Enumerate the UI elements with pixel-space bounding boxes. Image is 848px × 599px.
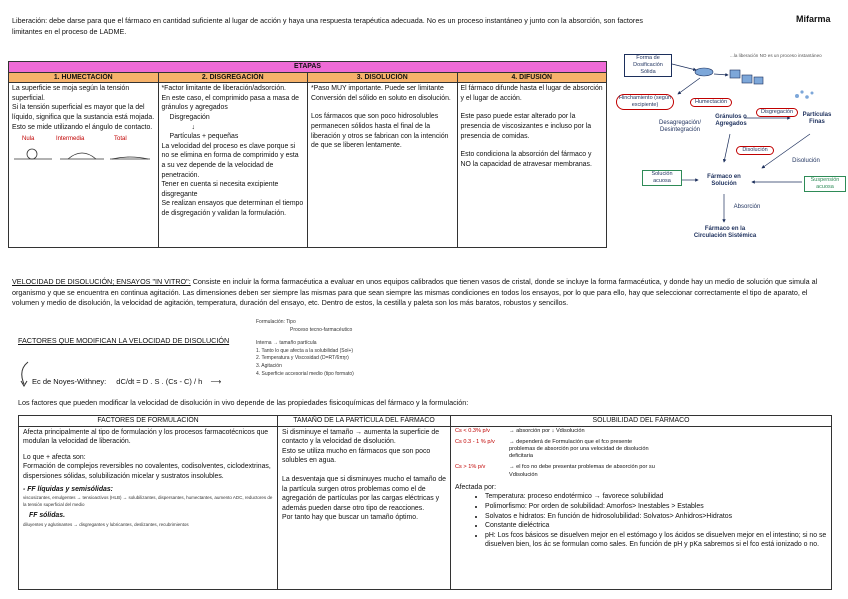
list-item: • Temperatura: proceso endotérmico → favorece solubilidad: [485, 492, 827, 502]
solubility-range: [455, 464, 827, 478]
right-arrow-icon: ⟶: [210, 377, 222, 386]
disolucion-box: Disolución: [736, 146, 774, 155]
range-label: Cs 0.3 - 1 % p/v: [455, 438, 495, 445]
humectacion-line: Si la tensión superficial es mayor que la del líquido, significa que la sustancia está mojada.: [12, 104, 155, 121]
particulas-label: Partículas Finas: [802, 112, 832, 125]
brand-label: Mifarma: [796, 14, 831, 24]
suspension-box: Suspensión acuosa: [804, 176, 846, 192]
list-item: • Solvatos e hidratos: En función de hidrosolubilidad: Solvatos> Anhidros>Hidratos: [485, 512, 827, 522]
ff-solidas-label: FF sólidas.: [29, 512, 65, 520]
ff-solidas-detail: diluyentes y aglutinantes → disgregantes y lubricantes, deslizantes, recubrimientos: [23, 521, 189, 527]
ff-liquidas-detail: viscosizantes, emulgentes → tensioactivos (HLB) → solubilizantes, dispersantes, humectantes, aumento ADC, reductores de la tensión superficial del medio: [23, 495, 273, 508]
diagram-caption: ...la liberación NO es un proceso instantáneo: [730, 53, 822, 58]
solubility-list: [455, 492, 827, 550]
header-tamano: TAMAÑO DE LA PARTÍCULA DEL FÁRMACO: [278, 416, 451, 427]
list-item: • pH: Los fcos básicos se disuelven mejor en el estómago y los ácidos se disuelven mejor en el intestino; si no se disuelven bien, los ác se formulan como sales. En función de pH y pKa sabremos si el fco está ionizado o no.: [485, 531, 827, 550]
cell-formulacion: [19, 426, 278, 589]
note-line: Proceso tecno-farmacéutico: [290, 326, 353, 333]
range-text: → dependerá de Formulación que el fco presente problemas de absorción por una velocidad de disolución deficitaria: [509, 438, 649, 460]
forma-box: Forma de Dosificación Sólida: [624, 54, 672, 77]
velocidad-text: Consiste en incluir la forma farmacéutica a evaluar en unos equipos calibrados que tienen vasos de cristal, donde se incluye la forma farmacéutica, y donde hay un medio de solución que simula al organismo y que se encuentra en continua agitación. Las dimensiones deben ser siempre las mismas para que sean siempre las mismas condiciones en todos los ensayos, por lo que para ello, hay que seleccionar correctamente el tipo de aparato, el volumen y medio de disolución, la velocidad de agitación, temperatura, duración del ensayo, etc. Dentro de estos, la cestilla y paleta son los más baratos, robustos y sencillos.: [12, 277, 818, 308]
difusion-line: El fármaco difunde hasta el lugar de absorción y el lugar de acción.: [460, 85, 603, 102]
intro-text: Liberación: debe darse para que el fármaco en cantidad suficiente al lugar de acción y haya una respuesta terapéutica adecuada. No es un proceso instantáneo y junto con la absorción, son factores limitantes en el proceso de LADME.: [12, 16, 643, 36]
equation-formula: dC/dt = D . S . (Cs - C) / h: [116, 377, 203, 386]
disgregacion-line: *Factor limitante de liberación/adsorción.: [161, 85, 286, 93]
range-label: Cs < 0.3% p/v: [455, 427, 490, 434]
cell-difusion: [457, 83, 607, 248]
heading-difusion: 4. DIFUSIÓN: [457, 72, 607, 83]
disgregacion-line: La velocidad del proceso es clave porque si no se elimina en forma de comprimido y esta a su vez depende de la velocidad de penetración.: [161, 142, 299, 179]
contact-angle-figure: [12, 135, 155, 165]
note-line: 4. Superficie accesorial medio (tipo formato): [256, 370, 354, 377]
disolucion-line: *Paso MUY importante. Puede ser limitante: [311, 85, 444, 93]
disolucion-label-right: Disolución: [792, 158, 820, 164]
humectacion-line: La superficie se moja según la tensión superficial.: [12, 85, 130, 102]
noyes-withney-equation: [32, 377, 221, 386]
cell-disolucion: [308, 83, 458, 248]
afectada-label: Afectada por:: [455, 483, 496, 491]
disgregacion-step: Disgregación: [169, 113, 210, 121]
header-solubilidad: SOLUBILIDAD DEL FÁRMACO: [451, 416, 832, 427]
disolucion-line: Los fármacos que son poco hidrosolubles permanecen sólidos hasta el final de la liberación y otros se fabrican con la intención de que se liberen lentamente.: [311, 113, 449, 150]
note-line: Interna → tamaño partícula: [256, 340, 317, 347]
desagregacion-label: Desagregación/ Desintegración: [658, 120, 702, 133]
list-item: • Constante dieléctrica: [485, 521, 827, 531]
note-line: 1. Tanto lo que afecta a la solubilidad (Sol+): [256, 347, 354, 354]
tamano-text: Por tanto hay que buscar un tamaño óptimo.: [282, 514, 418, 522]
equation-label: Ec de Noyes-Withney:: [32, 377, 107, 386]
factores-table: [18, 415, 832, 590]
disgregacion-box: Disgregación: [756, 108, 798, 117]
formulacion-text: Lo que + afecta son:: [23, 453, 86, 461]
range-label: Cs > 1% p/v: [455, 464, 486, 471]
humectacion-box: Humectación: [690, 98, 732, 107]
disgregacion-line: En este caso, el comprimido pasa a masa de gránulos y agregados: [161, 94, 299, 112]
disgregacion-line: Tener en cuenta si necesita excipiente disgregante: [161, 181, 279, 198]
cell-solubilidad: [451, 426, 832, 589]
disgregacion-line: Se realizan ensayos que determinan el tiempo de disgregación y validan la formulación.: [161, 200, 304, 217]
formulacion-text: Afecta principalmente al tipo de formulación y los procesos farmacotécnicos que modulan la velocidad de liberación.: [23, 428, 269, 446]
angle-label-nula: Nula: [22, 136, 35, 143]
heading-disgregacion: 2. DISGREGACIÓN: [158, 72, 308, 83]
velocidad-title: VELOCIDAD DE DISOLUCIÓN; ENSAYOS "IN VITRO":: [12, 277, 191, 286]
down-arrow-icon: ↓: [191, 123, 195, 131]
hinchamiento-box: Hinchamiento (según excipiente): [616, 94, 674, 110]
heading-disolucion: 3. DISOLUCIÓN: [308, 72, 458, 83]
disgregacion-result: Partículas + pequeñas: [169, 133, 239, 141]
ff-liquidas-label: - FF líquidas y semisólidas:: [23, 485, 113, 493]
range-text: → absorción por ↓ Vdisolución: [509, 427, 585, 434]
circulacion-label: Fármaco en la Circulación Sistémica: [693, 226, 757, 239]
contact-angle-drawing: [12, 143, 152, 165]
range-text: → el fco no debe presentar problemas de absorción por su Vdisolución: [509, 464, 655, 478]
farmaco-solucion-label: Fármaco en Solución: [707, 174, 741, 187]
cell-disgregacion: [158, 83, 308, 248]
humectacion-line: Esto se mide utilizando el ángulo de contacto.: [12, 123, 153, 131]
angle-label-total: Total: [114, 136, 127, 143]
granulos-label: Gránulos o Agregados: [715, 114, 747, 127]
disolucion-line: Conversión del sólido en soluto en disolución.: [311, 94, 451, 102]
solucion-box: Solución acuosa: [642, 170, 682, 186]
etapas-title: ETAPAS: [9, 62, 607, 73]
header-formulacion: FACTORES DE FORMULACIÓN: [19, 416, 278, 427]
absorcion-label: Absorción: [733, 204, 761, 210]
tamano-text: Esto se utiliza mucho en fármacos que son poco solubles en agua.: [282, 447, 431, 465]
cell-humectacion: [9, 83, 159, 248]
tamano-text: La desventaja que si disminuyes mucho el tamaño de la partícula surgen otros problemas como el de agregación de partículas por las cargas eléctricas y además pueden darse otro tipo de reacciones.: [282, 475, 446, 512]
solubility-range: [455, 439, 827, 461]
factores-intro: Los factores que pueden modificar la velocidad de disolución in vivo depende de las propiedades fisicoquímicas del fármaco y la formulación:: [18, 398, 469, 407]
handwritten-notes: [256, 319, 354, 378]
list-item: • Polimorfismo: Por orden de solubilidad: Amorfos> Inestables > Estables: [485, 502, 827, 512]
note-line: Formulación: Tipo: [256, 319, 296, 325]
note-line: 2. Temperatura y Viscosidad (D=RT/6πηr): [256, 355, 349, 362]
difusion-line: Este paso puede estar alterado por la presencia de viscosizantes e incluso por la presencia de comidas.: [460, 113, 592, 140]
velocidad-paragraph: [12, 277, 834, 309]
solubility-range: [455, 428, 827, 435]
note-line: 3. Agitación: [256, 362, 282, 369]
tamano-text: Si disminuye el tamaño → aumenta la superficie de contacto y la velocidad de disolución.: [282, 428, 440, 446]
angle-label-intermedia: Intermedia: [56, 136, 85, 143]
formulacion-text: Formación de complejos reversibles no covalentes, codisolventes, ciclodextrinas, dispersiones sólidas, solubilización micelar y sustratos insolubles.: [23, 463, 271, 480]
factores-title: FACTORES QUE MODIFICAN LA VELOCIDAD DE DISOLUCIÓN: [18, 336, 230, 345]
liberation-diagram: [612, 42, 848, 252]
etapas-table: [8, 61, 607, 248]
heading-humectacion: 1. HUMECTACIÓN: [9, 72, 159, 83]
difusion-line: Esto condiciona la absorción del fármaco y NO la capacidad de atravesar membranas.: [460, 151, 592, 168]
cell-tamano: [278, 426, 451, 589]
